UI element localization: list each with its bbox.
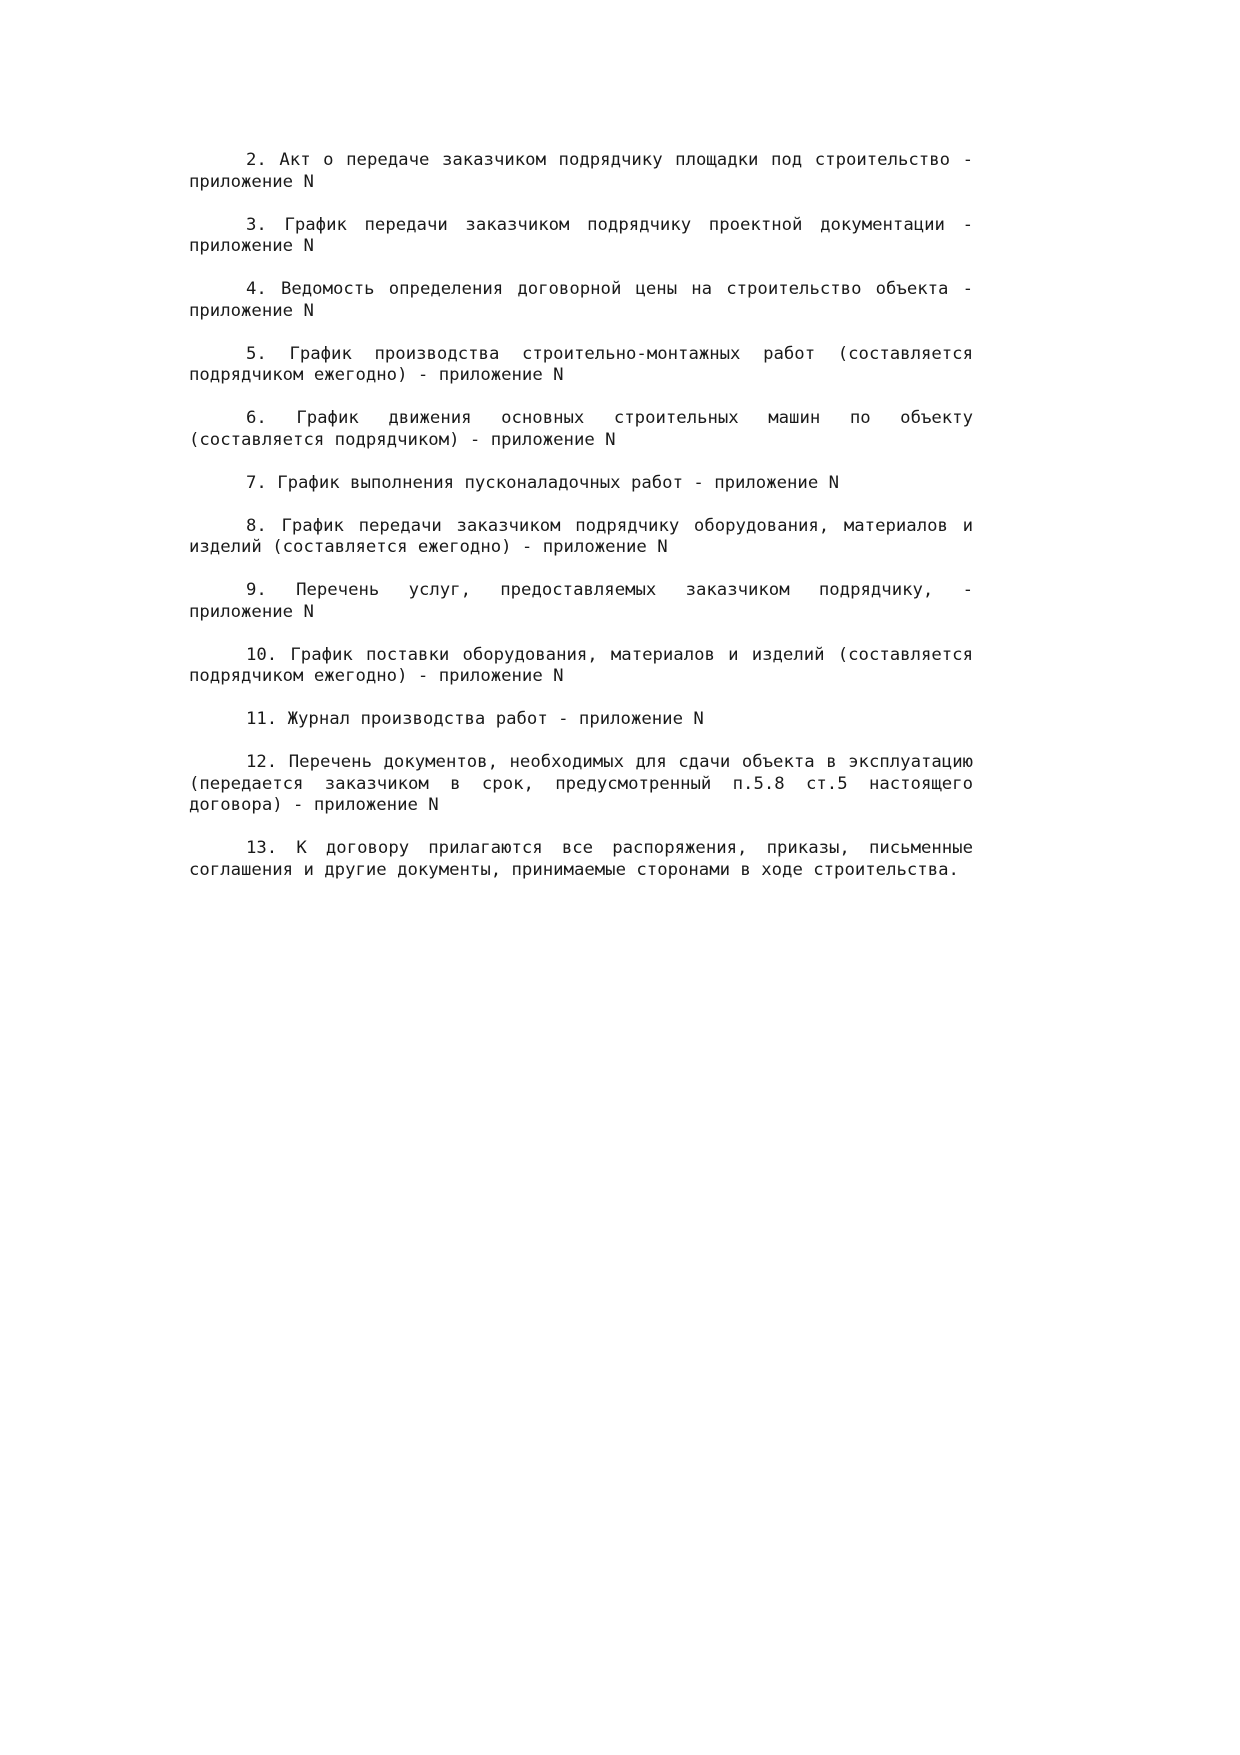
- paragraph-item-8: 8. График передачи заказчиком подрядчику оборудования, материалов и изделий (составляется ежегодно) - приложение N: [189, 515, 973, 557]
- paragraph-item-3: 3. График передачи заказчиком подрядчику проектной документации - приложение N: [189, 214, 973, 256]
- paragraph-item-10: 10. График поставки оборудования, материалов и изделий (составляется подрядчиком ежегодно) - приложение N: [189, 644, 973, 686]
- paragraph-item-5: 5. График производства строительно-монтажных работ (составляется подрядчиком ежегодно) - приложение N: [189, 343, 973, 385]
- document-body: [189, 150, 973, 903]
- paragraph-item-2: 2. Акт о передаче заказчиком подрядчику площадки под строительство - приложение N: [189, 150, 973, 192]
- paragraph-item-13: 13. К договору прилагаются все распоряжения, приказы, письменные соглашения и другие документы, принимаемые сторонами в ходе строительства.: [189, 838, 973, 880]
- paragraph-item-4: 4. Ведомость определения договорной цены на строительство объекта - приложение N: [189, 279, 973, 321]
- paragraph-item-6: 6. График движения основных строительных машин по объекту (составляется подрядчиком) - приложение N: [189, 408, 973, 450]
- paragraph-item-12: 12. Перечень документов, необходимых для сдачи объекта в эксплуатацию (передается заказчиком в срок, предусмотренный п.5.8 ст.5 настоящего договора) - приложение N: [189, 752, 973, 815]
- paragraph-item-7: 7. График выполнения пусконаладочных работ - приложение N: [246, 472, 840, 493]
- paragraph-item-11: 11. Журнал производства работ - приложение N: [246, 709, 704, 729]
- paragraph-item-9: 9. Перечень услуг, предоставляемых заказчиком подрядчику, - приложение N: [189, 580, 973, 622]
